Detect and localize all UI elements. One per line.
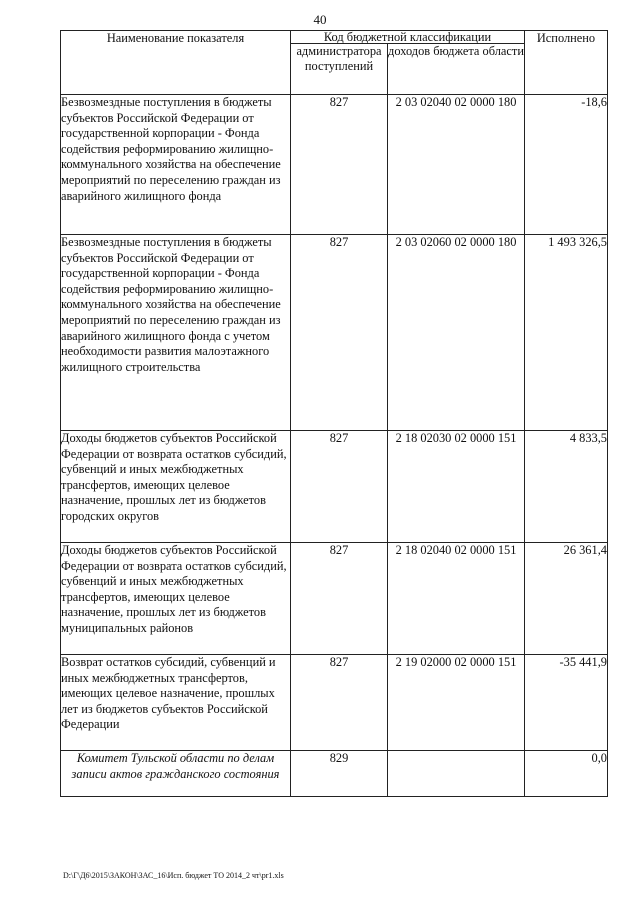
row-admin: 827 — [291, 543, 388, 655]
row-admin: 827 — [291, 95, 388, 235]
row-name: Доходы бюджетов субъектов Российской Федерации от возврата остатков субсидий, субвенций и иных межбюджетных трансфертов, имеющих целевое назначение, прошлых лет из бюджетов муниципальных районов — [61, 543, 291, 655]
header-budget-code: доходов бюджета области — [388, 44, 525, 95]
row-code — [388, 751, 525, 797]
table-row — [61, 751, 608, 797]
row-name: Доходы бюджетов субъектов Российской Федерации от возврата остатков субсидий, субвенций и иных межбюджетных трансфертов, имеющих целевое назначение, прошлых лет из бюджетов городских округов — [61, 431, 291, 543]
table-row — [61, 431, 608, 543]
header-admin: администратора поступлений — [291, 44, 388, 95]
row-code: 2 19 02000 02 0000 151 — [388, 655, 525, 751]
header-code-group: Код бюджетной классификации — [291, 31, 525, 44]
header-name: Наименование показателя — [61, 31, 291, 95]
row-value: 26 361,4 — [525, 543, 608, 655]
row-admin: 827 — [291, 431, 388, 543]
row-name: Безвозмездные поступления в бюджеты субъектов Российской Федерации от государственной корпорации - Фонда содействия реформированию жилищно-коммунального хозяйства на обеспечение мероприятий по переселению граждан из аварийного жилищного фонда — [61, 95, 291, 235]
row-admin: 827 — [291, 655, 388, 751]
row-admin: 827 — [291, 235, 388, 431]
row-value: -35 441,9 — [525, 655, 608, 751]
row-code: 2 03 02040 02 0000 180 — [388, 95, 525, 235]
row-value: 0,0 — [525, 751, 608, 797]
budget-table — [60, 30, 608, 797]
table-row — [61, 235, 608, 431]
row-value: -18,6 — [525, 95, 608, 235]
row-name: Безвозмездные поступления в бюджеты субъектов Российской Федерации от государственной корпорации - Фонда содействия реформированию жилищно-коммунального хозяйства на обеспечение мероприятий по переселению граждан из аварийного жилищного фонда с учетом необходимости развития малоэтажного жилищного строительства — [61, 235, 291, 431]
table-row — [61, 95, 608, 235]
file-path-footer: D:\Г\Д6\2015\ЗАКОН\ЗАС_16\Исп. бюджет ТО 2014_2 чт\pr1.xls — [63, 871, 284, 880]
row-name: Возврат остатков субсидий, субвенций и иных межбюджетных трансфертов, имеющих целевое назначение, прошлых лет из бюджетов субъектов Российской Федерации — [61, 655, 291, 751]
row-value: 4 833,5 — [525, 431, 608, 543]
row-name: Комитет Тульской области по делам записи актов гражданского состояния — [61, 751, 291, 797]
row-value: 1 493 326,5 — [525, 235, 608, 431]
table-row — [61, 543, 608, 655]
row-admin: 829 — [291, 751, 388, 797]
row-code: 2 18 02040 02 0000 151 — [388, 543, 525, 655]
header-executed: Исполнено — [525, 31, 608, 95]
page-number: 40 — [313, 12, 327, 27]
table-row — [61, 655, 608, 751]
row-code: 2 18 02030 02 0000 151 — [388, 431, 525, 543]
row-code: 2 03 02060 02 0000 180 — [388, 235, 525, 431]
